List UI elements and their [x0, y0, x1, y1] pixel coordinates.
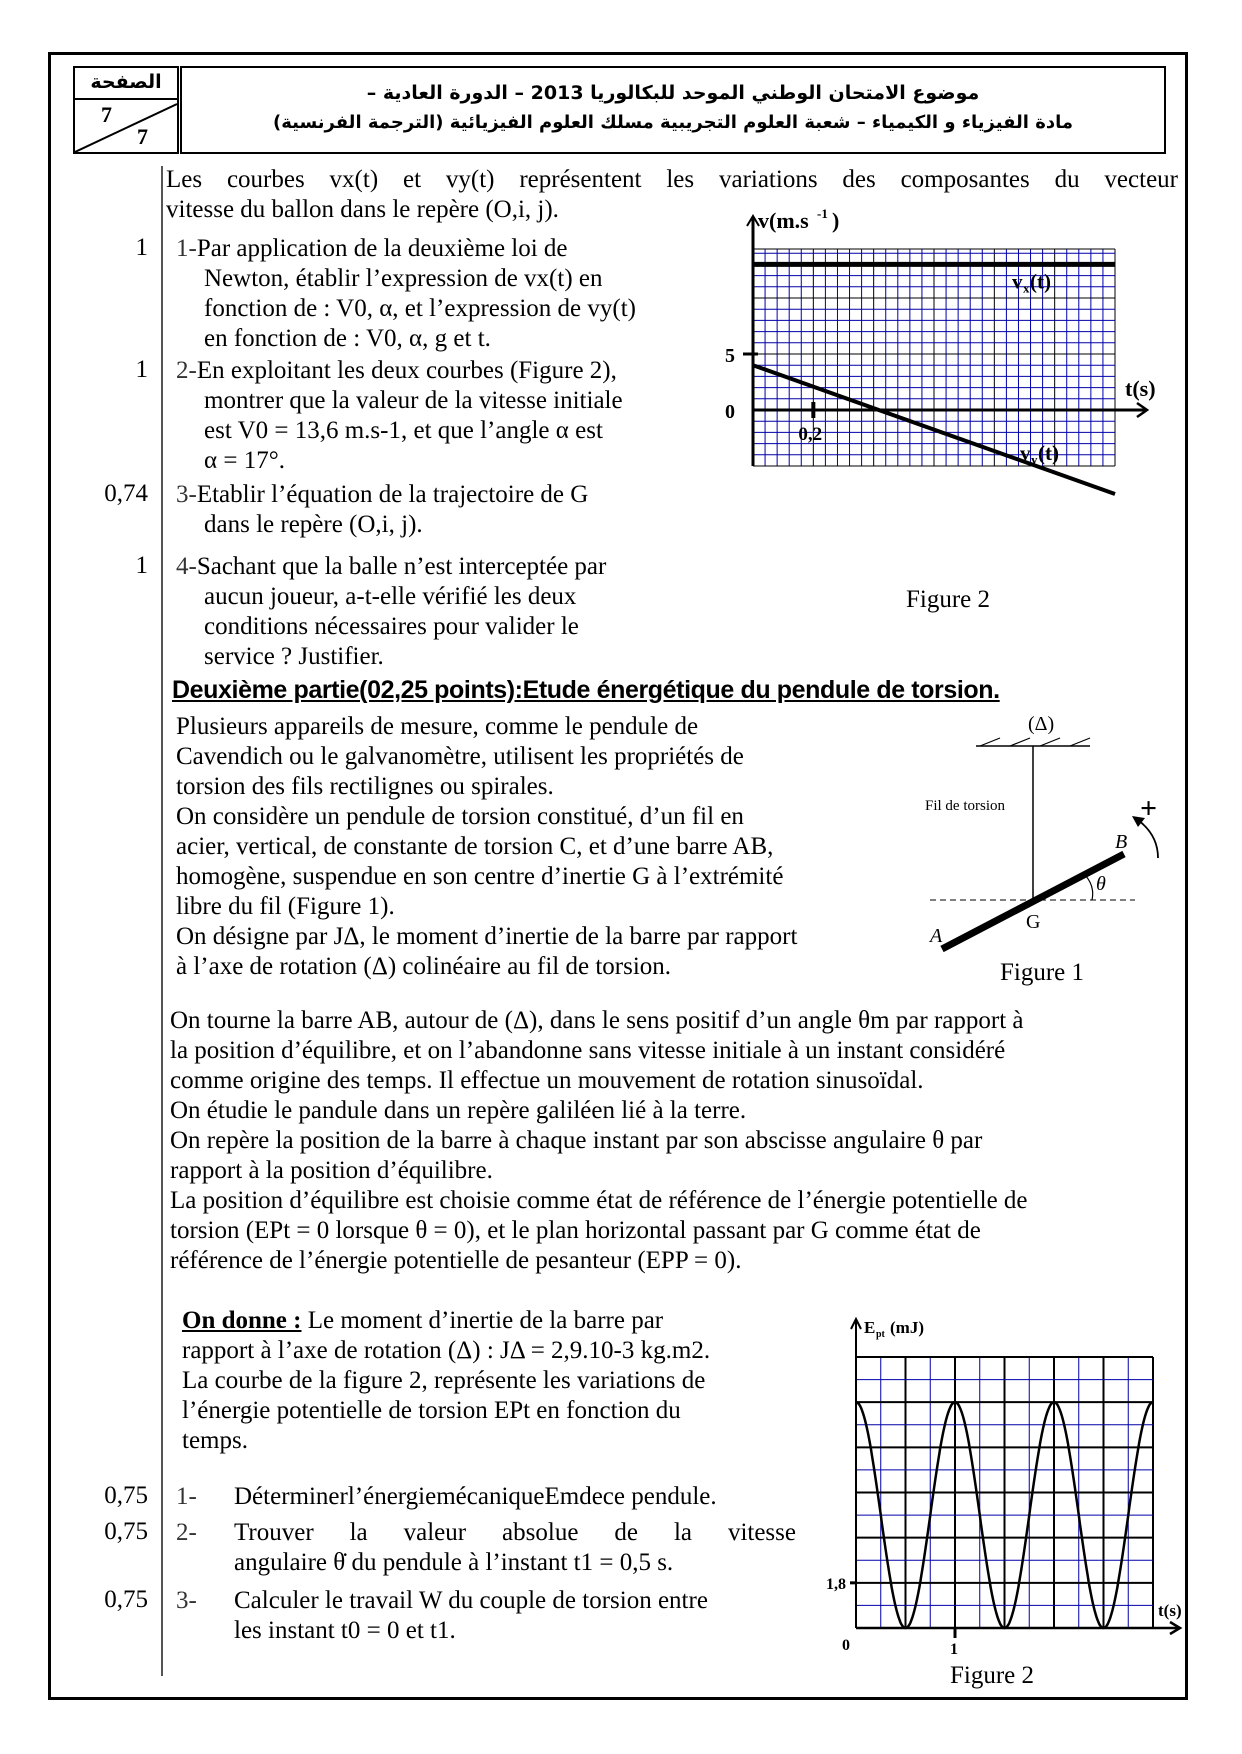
page-divider-icon [75, 98, 177, 152]
angle-arc-icon [1085, 875, 1093, 900]
question-mark: 1 [135, 234, 148, 261]
paragraph-line: torsion des fils rectilignes ou spirales. [176, 773, 554, 800]
question-line: Déterminerl’énergiemécaniqueEmdece pendule. [234, 1483, 717, 1510]
part2-body [170, 1006, 1180, 1276]
positive-sign: + [1140, 792, 1158, 825]
y-axis-label-exponent: -1 [817, 206, 828, 221]
y-axis-label: E [864, 1318, 876, 1337]
paragraph-line: On considère un pendule de torsion constitué, d’un fil en [176, 803, 744, 830]
question-line: en fonction de : V0, α, g et t. [204, 325, 491, 352]
paragraph-line: rapport à la position d’équilibre. [170, 1157, 493, 1184]
question-2 [176, 356, 706, 476]
point-g-label: G [1026, 911, 1041, 933]
x-tick-label: 0 [842, 1637, 850, 1654]
rotation-arrow-icon [1138, 820, 1158, 858]
question-line: Etablir l’équation de la trajectoire de G [196, 481, 589, 508]
paragraph-line: comme origine des temps. Il effectue un mouvement de rotation sinusoïdal. [170, 1067, 924, 1094]
question-mark: 1 [135, 552, 148, 579]
question-number: 1- [176, 1483, 197, 1510]
part2-intro [176, 712, 896, 982]
y-axis-label-sub: pt [876, 1329, 885, 1340]
page-total: 7 [137, 124, 148, 149]
x-axis-label: t(s) [1125, 376, 1156, 401]
question-number: 2- [176, 357, 197, 384]
paragraph-line: La position d’équilibre est choisie comme état de référence de l’énergie potentielle de [170, 1187, 1028, 1214]
question-line: angulaire θ̇ du pendule à l’instant t1 = 0,5 s. [234, 1549, 674, 1576]
x-tick-label: 0,2 [798, 424, 823, 445]
part2-question-2 [176, 1518, 796, 1578]
question-line: Calculer le travail W du couple de torsion entre [234, 1587, 708, 1614]
point-a-label: A [930, 925, 943, 947]
paragraph-line: On repère la position de la barre à chaque instant par son abscisse angulaire θ par [170, 1127, 983, 1154]
given-line: Le moment d’inertie de la barre par [307, 1307, 664, 1334]
question-mark: 0,75 [104, 1586, 148, 1613]
paragraph-line: On étudie le pandule dans un repère galiléen lié à la terre. [170, 1097, 747, 1124]
page-label: الصفحة [75, 68, 177, 100]
series-label: v [1012, 269, 1023, 294]
question-line: Newton, établir l’expression de vx(t) en [204, 265, 603, 292]
paragraph-line: On tourne la barre AB, autour de (Δ), dans le sens positif d’un angle θm par rapport à [170, 1007, 1024, 1034]
question-line: est V0 = 13,6 m.s-1, et que l’angle α est [204, 417, 603, 444]
y-tick-label: 0 [725, 401, 735, 423]
question-3 [176, 480, 706, 540]
torsion-pendulum-figure [900, 700, 1180, 1000]
exam-title-box [180, 66, 1166, 154]
paragraph-line: référence de l’énergie potentielle de pesanteur (EPP = 0). [170, 1247, 742, 1274]
question-line: aucun joueur, a-t-elle vérifié les deux [204, 583, 577, 610]
part2-question-1 [176, 1482, 796, 1512]
question-line: α = 17°. [204, 447, 285, 474]
question-line: fonction de : V0, α, et l’expression de vy(t) [204, 295, 636, 322]
given-line: rapport à l’axe de rotation (Δ) : JΔ = 2,9.10-3 kg.m2. [182, 1337, 711, 1364]
x-axis-label: t(s) [1158, 1601, 1182, 1620]
intro-line: vitesse du ballon dans le repère (O,i, j). [166, 196, 559, 223]
figure2-caption-part2: Figure 2 [950, 1662, 1035, 1689]
question-mark: 0,75 [104, 1518, 148, 1545]
question-number: 1- [176, 235, 197, 262]
question-line: montrer que la valeur de la vitesse initiale [204, 387, 623, 414]
question-line: conditions nécessaires pour valider le [204, 613, 579, 640]
given-line: La courbe de la figure 2, représente les variations de [182, 1367, 706, 1394]
given-label: On donne : [182, 1307, 302, 1334]
question-line: Trouver la valeur absolue de la vitesse [234, 1519, 796, 1546]
energy-chart [820, 1300, 1190, 1660]
paragraph-line: la position d’équilibre, et on l’abandonne sans vitesse initiale à un instant considéré [170, 1037, 1006, 1064]
y-tick-label: 1,8 [826, 1575, 846, 1593]
y-tick-label: 5 [725, 345, 735, 367]
figure1-caption: Figure 1 [1000, 959, 1085, 986]
paragraph-line: Plusieurs appareils de mesure, comme le pendule de [176, 713, 699, 740]
y-axis-label-paren: ) [832, 208, 840, 233]
question-1 [176, 234, 706, 354]
given-block [182, 1306, 792, 1456]
series-label: (t) [1038, 440, 1059, 465]
question-number: 3- [176, 1587, 197, 1614]
part2-heading: Deuxième partie(02,25 points):Etude énergétique du pendule de torsion. [172, 676, 1000, 704]
series-label: (t) [1030, 269, 1051, 294]
question-line: En exploitant les deux courbes (Figure 2), [196, 357, 617, 384]
question-number: 3- [176, 481, 197, 508]
angle-label: θ [1096, 873, 1106, 895]
question-line: service ? Justifier. [204, 643, 384, 670]
paragraph-line: acier, vertical, de constante de torsion C, et d’une barre AB, [176, 833, 774, 860]
paragraph-line: libre du fil (Figure 1). [176, 893, 395, 920]
paragraph-line: Cavendich ou le galvanomètre, utilisent les propriétés de [176, 743, 744, 770]
part2-question-3 [176, 1586, 796, 1646]
exam-title-line2: مادة الفيزياء و الكيمياء – شعبة العلوم التجريبية مسلك العلوم الفيزيائية (الترجمة الفرنسية) [272, 112, 1074, 133]
question-number: 4- [176, 553, 197, 580]
question-mark: 0,74 [104, 480, 148, 507]
series-label-sub: y [1031, 451, 1038, 467]
support-hatch-icon [980, 738, 1090, 746]
question-line: Par application de la deuxième loi de [196, 235, 568, 262]
figure2-caption-part1: Figure 2 [906, 586, 991, 613]
question-line: dans le repère (O,i, j). [204, 511, 423, 538]
paragraph-line: à l’axe de rotation (Δ) colinéaire au fil de torsion. [176, 953, 672, 980]
question-number: 2- [176, 1519, 197, 1546]
page-number-box [73, 66, 179, 154]
x-tick-label: 1 [950, 1641, 958, 1658]
exam-title-line1: موضوع الامتحان الوطني الموحد للبكالوريا 2013 – الدورة العادية – [366, 82, 980, 104]
page-current: 7 [101, 102, 112, 127]
question-mark: 1 [135, 356, 148, 383]
question-4 [176, 552, 706, 672]
paragraph-line: torsion (EPt = 0 lorsque θ = 0), et le plan horizontal passant par G comme état de [170, 1217, 981, 1244]
point-b-label: B [1115, 831, 1128, 853]
paragraph-line: homogène, suspendue en son centre d’inertie G à l’extrémité [176, 863, 784, 890]
y-axis-label-unit: (mJ) [890, 1318, 924, 1337]
series-label: v [1020, 440, 1031, 465]
question-line: Sachant que la balle n’est interceptée par [196, 553, 607, 580]
series-label-sub: x [1023, 280, 1030, 296]
question-mark: 0,75 [104, 1482, 148, 1509]
paragraph-line: On désigne par JΔ, le moment d’inertie de la barre par rapport [176, 923, 798, 950]
margin-divider [161, 166, 163, 1676]
intro-line: Les courbes vx(t) et vy(t) représentent les variations des composantes du vecteur [166, 166, 1178, 193]
delta-axis-label: (Δ) [1028, 713, 1055, 735]
given-line: temps. [182, 1427, 248, 1454]
velocity-chart [725, 206, 1190, 588]
wire-label: Fil de torsion [925, 798, 1006, 814]
part1-intro [166, 165, 1178, 225]
given-line: l’énergie potentielle de torsion EPt en fonction du [182, 1397, 681, 1424]
y-axis-label: v(m.s [758, 208, 809, 233]
question-line: les instant t0 = 0 et t1. [234, 1617, 456, 1644]
